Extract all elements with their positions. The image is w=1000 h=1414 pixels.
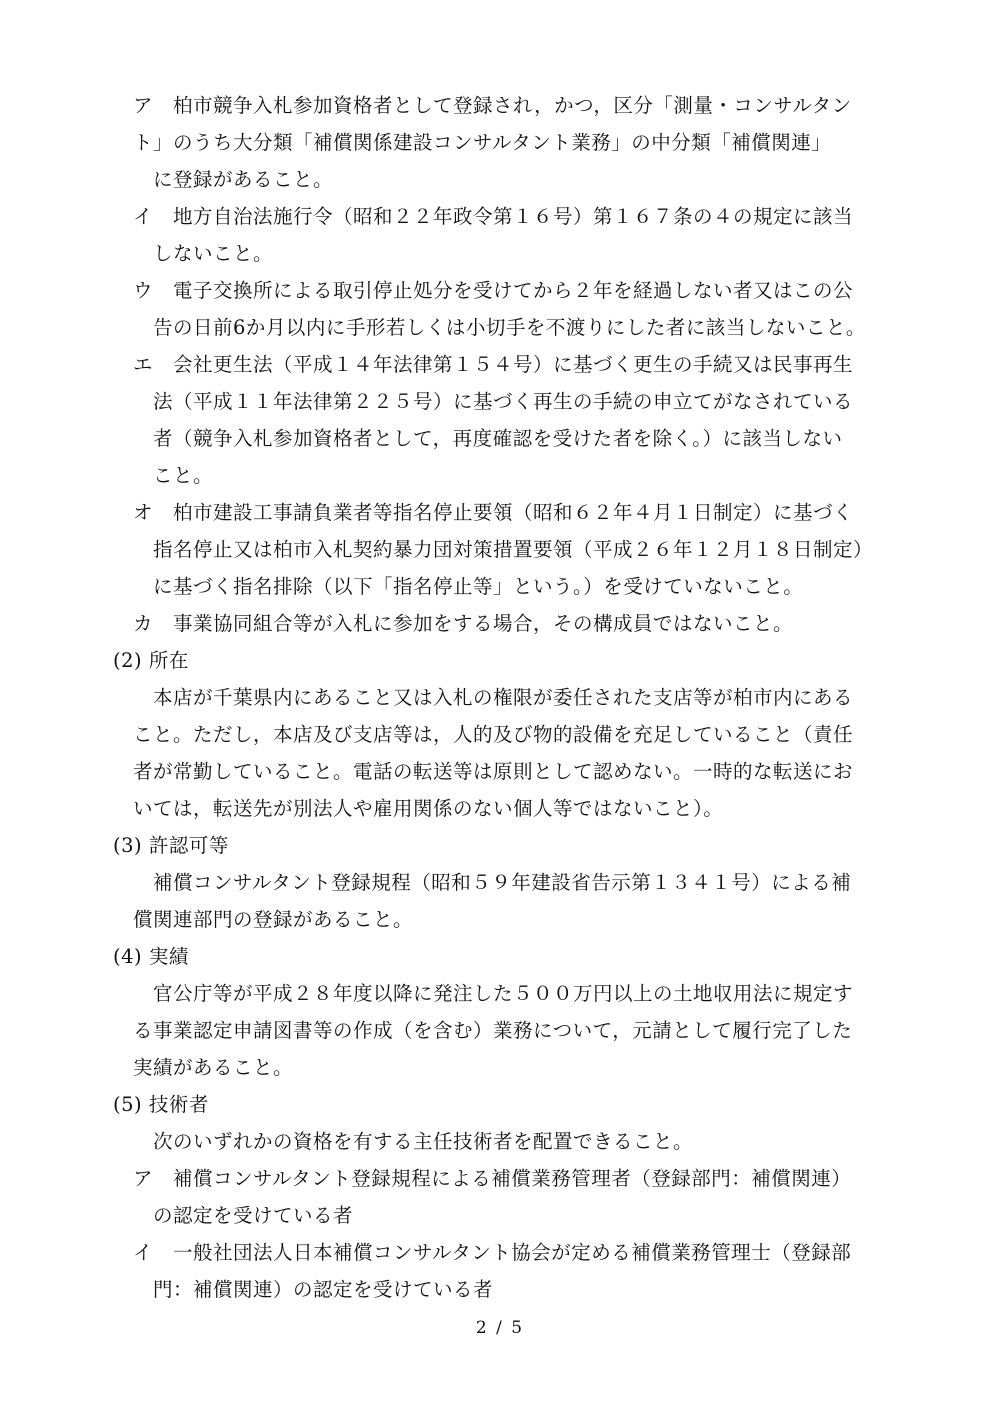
text-line: ウ 電子交換所による取引停止処分を受けてから２年を経過しない者又はこの公 — [133, 279, 854, 302]
text-line: カ 事業協同組合等が入札に参加をする場合，その構成員ではないこと。 — [133, 612, 794, 635]
text-line: 門：補償関連）の認定を受けている者 — [153, 1278, 494, 1301]
text-line: こと。ただし，本店及び支店等は，人的及び物的設備を充足していること（責任 — [133, 723, 854, 746]
text-line: 指名停止又は柏市入札契約暴力団対策措置要領（平成２６年１２月１８日制定） — [153, 538, 874, 561]
text-line: 本店が千葉県内にあること又は入札の権限が委任された支店等が柏市内にある — [153, 686, 854, 709]
text-line: 実績があること。 — [133, 1056, 294, 1079]
text-line: いては，転送先が別法人や雇用関係のない個人等ではないこと）。 — [133, 797, 724, 820]
text-line: 法（平成１１年法律第２２５号）に基づく再生の手続の申立てがなされている — [153, 390, 854, 413]
section-heading: (5) 技術者 — [113, 1093, 209, 1116]
text-line: 者（競争入札参加資格者として，再度確認を受けた者を除く。）に該当しない — [153, 427, 843, 450]
text-line: ア 補償コンサルタント登録規程による補償業務管理者（登録部門：補償関連） — [133, 1167, 852, 1190]
text-line: に登録があること。 — [153, 168, 334, 191]
text-line: 告の日前6か月以内に手形若しくは小切手を不渡りにした者に該当しないこと。 — [153, 316, 866, 339]
text-line: ア 柏市競争入札参加資格者として登録され，かつ，区分「測量・コンサルタン — [133, 94, 852, 117]
text-line: 償関連部門の登録があること。 — [133, 908, 414, 931]
text-line: に基づく指名排除（以下「指名停止等」という。）を受けていないこと。 — [153, 575, 804, 598]
section-heading: (4) 実績 — [113, 945, 189, 968]
section-heading: (2) 所在 — [113, 649, 189, 672]
text-line: 補償コンサルタント登録規程（昭和５９年建設省告示第１３４１号）による補 — [153, 871, 852, 894]
text-line: る事業認定申請図書等の作成（を含む）業務について，元請として履行完了した — [133, 1019, 853, 1042]
text-line: イ 一般社団法人日本補償コンサルタント協会が定める補償業務管理士（登録部 — [133, 1241, 852, 1264]
text-line: ト」のうち大分類「補償関係建設コンサルタント業務」の中分類「補償関連」 — [133, 131, 832, 154]
section-heading: (3) 許認可等 — [113, 834, 229, 857]
text-line: の認定を受けている者 — [153, 1204, 354, 1227]
text-line: 者が常勤していること。電話の転送等は原則として認めない。一時的な転送にお — [133, 760, 854, 783]
page-number: 2 / 5 — [475, 1318, 525, 1338]
text-line: エ 会社更生法（平成１４年法律第１５４号）に基づく更生の手続又は民事再生 — [133, 353, 854, 376]
text-line: 官公庁等が平成２８年度以降に発注した５００万円以上の土地収用法に規定す — [153, 982, 854, 1005]
text-line: オ 柏市建設工事請負業者等指名停止要領（昭和６２年４月１日制定）に基づく — [133, 501, 854, 524]
text-line: イ 地方自治法施行令（昭和２２年政令第１６号）第１６７条の４の規定に該当 — [133, 205, 854, 228]
text-line: こと。 — [153, 464, 214, 487]
text-line: しないこと。 — [153, 242, 274, 265]
text-line: 次のいずれかの資格を有する主任技術者を配置できること。 — [153, 1130, 694, 1153]
